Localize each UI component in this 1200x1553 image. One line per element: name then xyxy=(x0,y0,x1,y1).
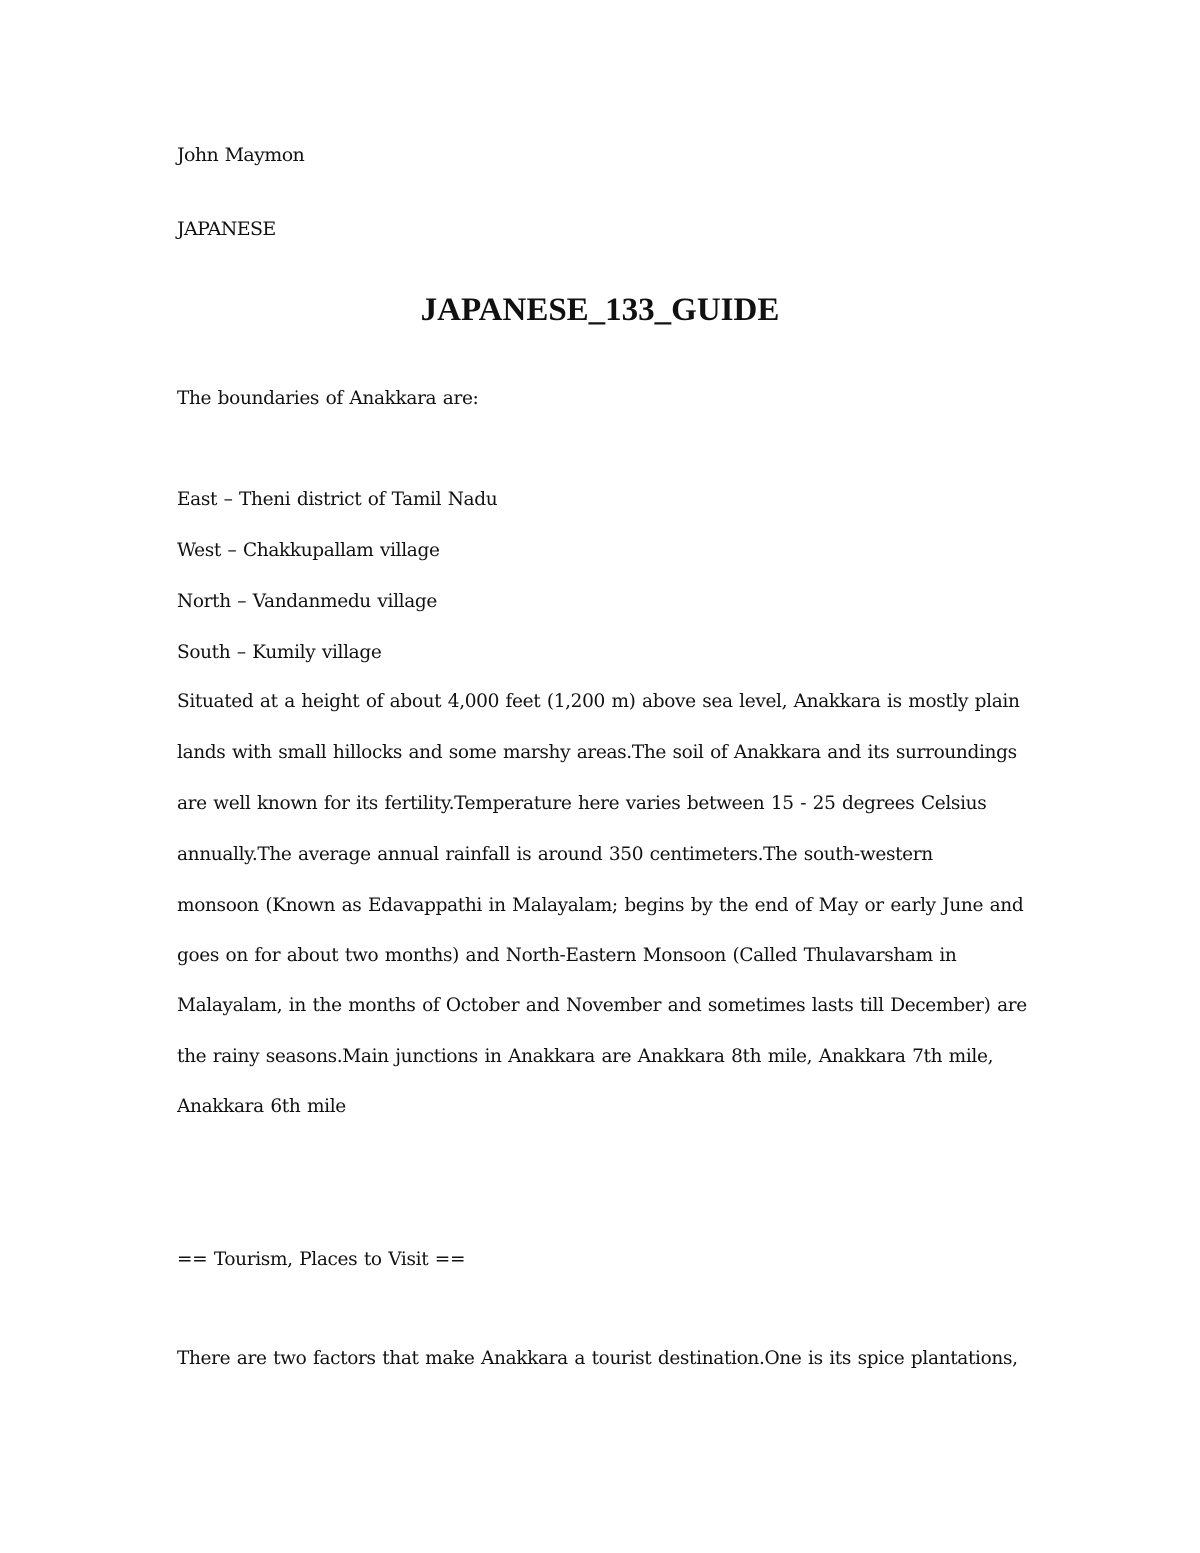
paragraph-line: the rainy seasons.Main junctions in Anakkara are Anakkara 8th mile, Anakkara 7th mile, xyxy=(177,1048,994,1067)
boundary-south: South – Kumily village xyxy=(177,642,382,663)
boundary-east: East – Theni district of Tamil Nadu xyxy=(177,489,498,510)
paragraph-line: Situated at a height of about 4,000 feet (1,200 m) above sea level, Anakkara is mostly plain xyxy=(177,693,1020,712)
paragraph-line: lands with small hillocks and some marshy areas.The soil of Anakkara and its surroundings xyxy=(177,744,1017,763)
paragraph-line: monsoon (Known as Edavappathi in Malayalam; begins by the end of May or early June and xyxy=(177,897,1024,916)
paragraph-line: Anakkara 6th mile xyxy=(177,1098,346,1117)
boundary-west: West – Chakkupallam village xyxy=(177,540,440,561)
course-name: JAPANESE xyxy=(177,218,276,240)
document-title: JAPANESE_133_GUIDE xyxy=(420,292,780,328)
paragraph-line: Malayalam, in the months of October and November and sometimes lasts till December) are xyxy=(177,997,1027,1016)
paragraph-line: are well known for its fertility.Temperature here varies between 15 - 25 degrees Celsius xyxy=(177,795,987,814)
boundaries-intro: The boundaries of Anakkara are: xyxy=(177,388,479,409)
paragraph-line: goes on for about two months) and North-Eastern Monsoon (Called Thulavarsham in xyxy=(177,947,957,966)
boundary-north: North – Vandanmedu village xyxy=(177,591,437,612)
tourism-paragraph-line: There are two factors that make Anakkara a tourist destination.One is its spice plantations, xyxy=(177,1350,1018,1369)
author-name: John Maymon xyxy=(177,144,305,166)
section-heading: == Tourism, Places to Visit == xyxy=(177,1249,466,1270)
paragraph-line: annually.The average annual rainfall is around 350 centimeters.The south-western xyxy=(177,846,933,865)
